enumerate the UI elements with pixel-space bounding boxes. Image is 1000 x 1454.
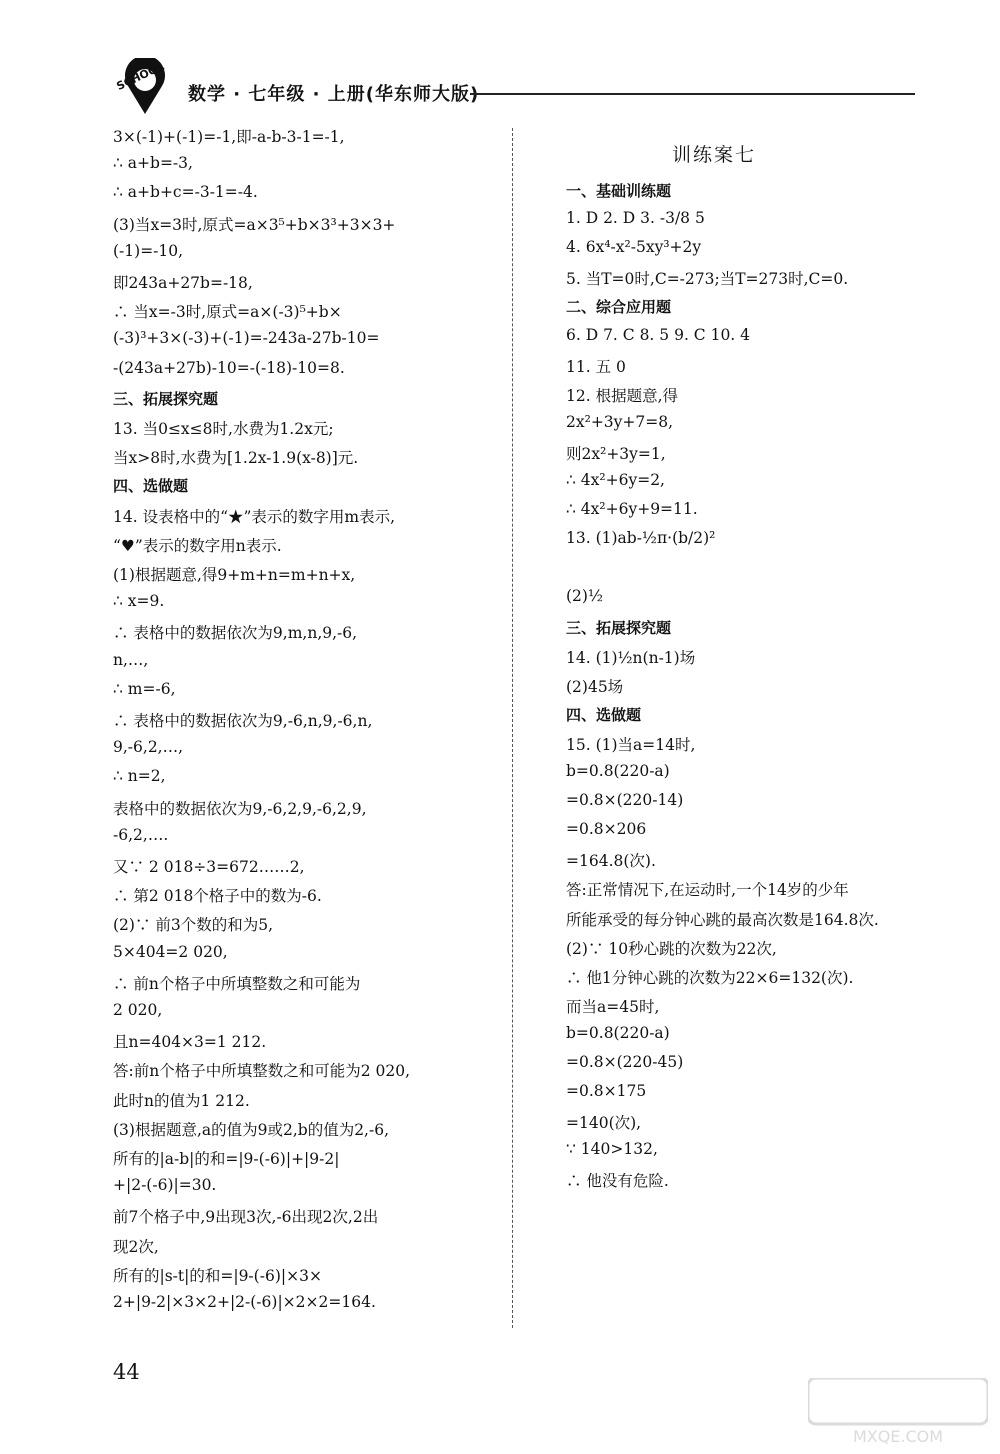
- text-line: 答:正常情况下,在运动时,一个14岁的少年: [566, 881, 849, 900]
- text-line: 即243a+27b=-18,: [113, 274, 253, 292]
- header-rule: [470, 93, 915, 95]
- svg-text:MXQE.COM: MXQE.COM: [852, 1427, 944, 1446]
- text-line: 此时n的值为1 212.: [113, 1091, 250, 1110]
- text-line: 四、选做题: [566, 705, 642, 724]
- svg-text:SCHOOL: SCHOOL: [114, 59, 167, 93]
- text-line: 所有的|a-b|的和=|9-(-6)|+|9-2|: [113, 1150, 340, 1168]
- text-line: =0.8×(220-45): [566, 1053, 684, 1071]
- text-line: ∴ 他没有危险.: [566, 1172, 669, 1191]
- text-line: 3×(-1)+(-1)=-1,即-a-b-3-1=-1,: [113, 128, 345, 146]
- text-line: 15. (1)当a=14时,: [566, 735, 696, 754]
- text-line: 2 020,: [113, 1001, 163, 1019]
- text-line: 四、选做题: [113, 477, 189, 496]
- text-line: 二、综合应用题: [566, 298, 672, 317]
- text-line: +|2-(-6)|=30.: [113, 1176, 217, 1195]
- text-line: b=0.8(220-a): [566, 762, 670, 780]
- text-line: (1)根据题意,得9+m+n=m+n+x,: [113, 566, 356, 584]
- text-line: b=0.8(220-a): [566, 1023, 670, 1042]
- text-line: 当x>8时,水费为[1.2x-1.9(x-8)]元.: [113, 449, 359, 468]
- text-line: 且n=404×3=1 212.: [113, 1033, 267, 1052]
- text-line: ∵ 140>132,: [566, 1140, 658, 1159]
- text-line: (2)∵ 10秒心跳的次数为22次,: [566, 939, 777, 958]
- text-line: 所能承受的每分钟心跳的最高次数是164.8次.: [566, 910, 879, 929]
- text-line: 一、基础训练题: [566, 182, 672, 200]
- text-line: 现2次,: [113, 1237, 159, 1256]
- text-line: ∴ x=9.: [113, 592, 165, 611]
- text-line: 5×404=2 020,: [113, 942, 228, 961]
- text-line: 9,-6,2,…,: [113, 738, 184, 757]
- text-line: -6,2,….: [113, 825, 169, 844]
- text-line: 1. D 2. D 3. -3/8 5: [566, 209, 705, 228]
- text-line: n,…,: [113, 650, 149, 669]
- text-line: (-1)=-10,: [113, 241, 184, 260]
- page-header: [100, 58, 920, 118]
- text-line: 表格中的数据依次为9,-6,2,9,-6,2,9,: [113, 799, 367, 818]
- text-line: ∴ a+b+c=-3-1=-4.: [113, 183, 258, 202]
- text-line: 则2x²+3y=1,: [566, 444, 666, 463]
- text-line: =140(次),: [566, 1114, 642, 1133]
- text-line: 而当a=45时,: [566, 997, 660, 1016]
- text-line: (2)½: [566, 587, 603, 606]
- text-line: =0.8×175: [566, 1082, 647, 1101]
- section-title: 训练案七: [672, 144, 757, 166]
- watermark-logo: [808, 1378, 988, 1448]
- text-line: 所有的|s-t|的和=|9-(-6)|×3×: [113, 1266, 322, 1285]
- text-line: (2)45场: [566, 677, 624, 696]
- text-line: 13. 当0≤x≤8时,水费为1.2x元;: [113, 420, 334, 438]
- text-line: 13. (1)ab-½π·(b/2)²: [566, 529, 716, 548]
- text-line: ∴ 当x=-3时,原式=a×(-3)⁵+b×: [113, 303, 342, 322]
- text-line: =0.8×(220-14): [566, 791, 684, 810]
- text-line: 前7个格子中,9出现3次,-6出现2次,2出: [113, 1208, 379, 1227]
- text-line: 14. 设表格中的“★”表示的数字用m表示,: [113, 507, 396, 526]
- text-line: ∴ 前n个格子中所填整数之和可能为: [113, 974, 361, 993]
- column-divider: [512, 128, 513, 1328]
- text-line: 三、拓展探究题: [566, 618, 672, 637]
- text-line: ∴ 第2 018个格子中的数为-6.: [113, 887, 322, 906]
- text-line: 又∵ 2 018÷3=672……2,: [113, 858, 305, 876]
- text-line: 答:前n个格子中所填整数之和可能为2 020,: [113, 1062, 411, 1081]
- text-line: (3)根据题意,a的值为9或2,b的值为2,-6,: [113, 1120, 390, 1139]
- school-logo-icon: [110, 58, 180, 116]
- text-line: “♥”表示的数字用n表示.: [113, 536, 282, 555]
- text-line: 6. D 7. C 8. 5 9. C 10. 4: [566, 325, 751, 344]
- text-line: ∴ 4x²+6y+9=11.: [566, 500, 698, 519]
- text-line: 三、拓展探究题: [113, 389, 219, 408]
- text-line: 14. (1)½n(n-1)场: [566, 648, 696, 667]
- text-line: 4. 6x⁴-x²-5xy³+2y: [566, 238, 702, 257]
- text-line: 2+|9-2|×3×2+|2-(-6)|×2×2=164.: [113, 1293, 376, 1311]
- text-line: ∴ a+b=-3,: [113, 154, 193, 173]
- text-line: ∴ 4x²+6y=2,: [566, 471, 665, 489]
- text-line: (3)当x=3时,原式=a×3⁵+b×3³+3×3+: [113, 215, 396, 234]
- text-line: (-3)³+3×(-3)+(-1)=-243a-27b-10=: [113, 329, 380, 348]
- text-line: ∴ 他1分钟心跳的次数为22×6=132(次).: [566, 968, 854, 987]
- text-line: 5. 当T=0时,C=-273;当T=273时,C=0.: [566, 270, 849, 289]
- text-line: =0.8×206: [566, 820, 647, 839]
- text-line: ∴ 表格中的数据依次为9,m,n,9,-6,: [113, 624, 358, 643]
- text-line: ∴ n=2,: [113, 767, 166, 786]
- text-line: 11. 五 0: [566, 357, 626, 376]
- text-line: (2)∵ 前3个数的和为5,: [113, 916, 274, 935]
- page-number: 44: [113, 1360, 140, 1384]
- text-line: ∴ m=-6,: [113, 679, 176, 698]
- text-line: 2x²+3y+7=8,: [566, 412, 674, 431]
- text-line: =164.8(次).: [566, 852, 656, 871]
- header-title: 数学 · 七年级 · 上册(华东师大版): [188, 84, 480, 105]
- text-line: 12. 根据题意,得: [566, 386, 679, 405]
- text-line: ∴ 表格中的数据依次为9,-6,n,9,-6,n,: [113, 712, 373, 730]
- text-line: -(243a+27b)-10=-(-18)-10=8.: [113, 358, 345, 377]
